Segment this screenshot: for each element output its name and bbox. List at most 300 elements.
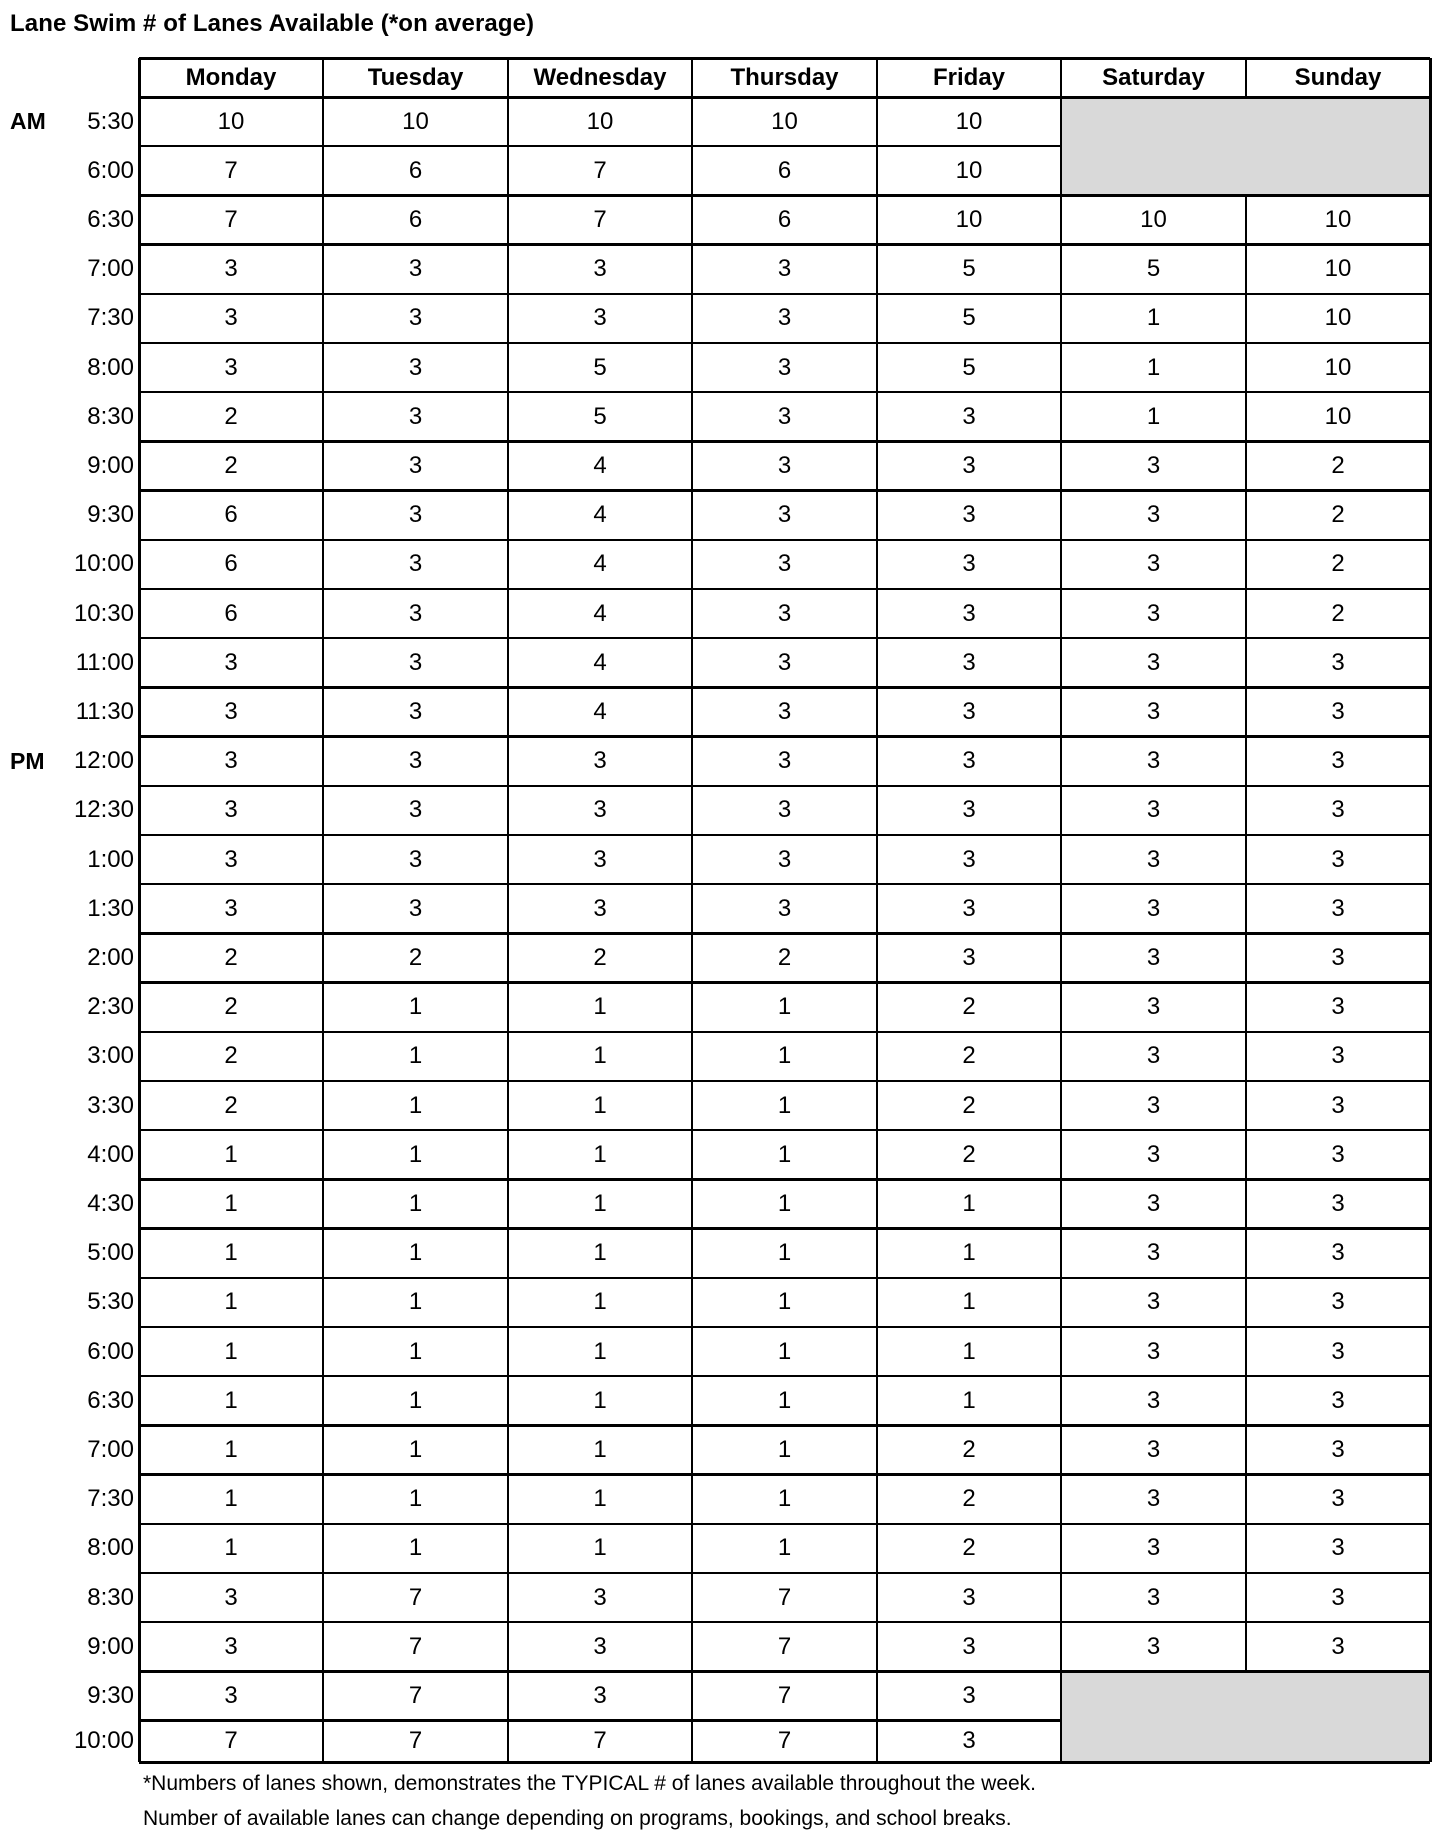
lane-count-cell: 3 (1331, 1534, 1345, 1562)
lane-count-cell: 3 (1331, 943, 1345, 971)
grid-line (139, 342, 1430, 345)
lane-count-cell: 3 (408, 697, 423, 725)
lane-count-cell: 10 (955, 156, 983, 184)
lane-count-cell: 6 (777, 205, 792, 233)
lane-count-cell: 3 (593, 845, 607, 873)
time-label: 5:00 (87, 1239, 134, 1267)
lane-count-cell: 5 (1146, 255, 1161, 283)
lane-count-cell: 3 (962, 599, 976, 627)
time-label: 10:30 (73, 599, 134, 627)
grid-line (1060, 58, 1063, 1762)
lane-count-cell: 7 (408, 1727, 423, 1755)
lane-count-cell: 7 (224, 156, 238, 184)
grid-line (322, 58, 325, 1762)
lane-count-cell: 3 (1331, 894, 1345, 922)
time-label: 1:00 (87, 845, 134, 873)
lane-count-cell: 3 (1331, 1189, 1345, 1217)
lane-count-cell: 3 (408, 451, 423, 479)
lane-count-cell: 1 (408, 1140, 423, 1168)
lane-count-cell: 1 (777, 1288, 792, 1316)
lane-count-cell: 3 (408, 747, 423, 775)
lane-count-cell: 3 (1331, 1239, 1345, 1267)
grid-line (1245, 58, 1248, 97)
lane-count-cell: 10 (1324, 402, 1352, 430)
lane-count-cell: 3 (777, 353, 792, 381)
lane-count-cell: 3 (593, 1583, 607, 1611)
lane-count-cell: 3 (777, 697, 792, 725)
time-label: 11:00 (75, 648, 134, 676)
lane-count-cell: 10 (1324, 304, 1352, 332)
lane-count-cell: 4 (593, 501, 607, 529)
lane-count-cell: 1 (777, 1337, 792, 1365)
lane-count-cell: 3 (1146, 501, 1161, 529)
period-label-am: AM (10, 108, 46, 135)
grid-line (1429, 58, 1432, 1762)
lane-count-cell: 3 (1331, 1386, 1345, 1414)
lane-count-cell: 4 (593, 550, 607, 578)
lane-count-cell: 3 (962, 845, 976, 873)
lane-count-cell: 1 (593, 1386, 607, 1414)
time-label: 1:30 (87, 894, 134, 922)
grid-line (139, 1719, 1061, 1722)
grid-line (139, 489, 1430, 492)
lane-count-cell: 3 (962, 648, 976, 676)
lane-count-cell: 3 (1146, 697, 1161, 725)
grid-line (139, 145, 1061, 148)
time-label: 12:30 (73, 796, 134, 824)
lane-count-cell: 6 (224, 599, 238, 627)
grid-line (691, 58, 694, 1762)
grid-line (139, 1129, 1430, 1132)
lane-count-cell: 3 (224, 1681, 238, 1709)
lane-count-cell: 1 (1146, 353, 1161, 381)
lane-count-cell: 2 (962, 1042, 976, 1070)
lane-count-cell: 7 (777, 1727, 792, 1755)
lane-count-cell: 7 (777, 1681, 792, 1709)
lane-count-cell: 1 (777, 1485, 792, 1513)
time-label: 9:00 (87, 451, 134, 479)
lane-count-cell: 2 (224, 402, 238, 430)
column-header-wednesday: Wednesday (533, 63, 667, 91)
column-header-tuesday: Tuesday (367, 63, 464, 91)
lane-count-cell: 3 (1331, 648, 1345, 676)
grid-line (507, 58, 510, 1762)
lane-count-cell: 7 (224, 1727, 238, 1755)
time-label: 7:30 (87, 304, 134, 332)
lane-count-cell: 3 (593, 304, 607, 332)
time-label: 7:00 (87, 1435, 134, 1463)
time-label: 9:30 (87, 501, 134, 529)
grid-line (139, 735, 1430, 738)
lane-count-cell: 5 (593, 402, 607, 430)
lane-count-cell: 1 (777, 1435, 792, 1463)
lane-count-cell: 3 (593, 255, 607, 283)
lane-count-cell: 3 (1146, 451, 1161, 479)
lane-count-cell: 3 (224, 255, 238, 283)
lane-count-cell: 3 (1146, 1042, 1161, 1070)
lane-count-cell: 1 (962, 1288, 976, 1316)
lane-count-cell: 3 (1146, 1386, 1161, 1414)
time-label: 3:00 (87, 1042, 134, 1070)
time-label: 4:30 (87, 1189, 134, 1217)
lane-count-cell: 10 (1324, 255, 1352, 283)
time-label: 11:30 (75, 697, 134, 725)
grid-line (139, 686, 1430, 689)
grid-line (138, 58, 141, 1762)
grid-line (139, 1523, 1430, 1526)
lane-count-cell: 3 (1331, 1091, 1345, 1119)
lane-count-cell: 3 (593, 747, 607, 775)
lane-count-cell: 3 (1146, 1534, 1161, 1562)
grid-line (139, 243, 1430, 246)
grid-line (139, 293, 1430, 296)
grid-line (139, 1473, 1430, 1476)
grid-line (139, 637, 1430, 640)
lane-count-cell: 1 (777, 1091, 792, 1119)
lane-count-cell: 3 (1146, 1485, 1161, 1513)
lane-count-cell: 1 (593, 1337, 607, 1365)
lane-count-cell: 3 (777, 796, 792, 824)
lane-count-cell: 2 (962, 993, 976, 1021)
column-header-friday: Friday (932, 63, 1006, 91)
lane-count-cell: 2 (224, 993, 238, 1021)
lane-count-cell: 7 (408, 1681, 423, 1709)
lane-count-cell: 10 (1324, 205, 1352, 233)
lane-count-cell: 1 (777, 1042, 792, 1070)
lane-count-cell: 3 (1331, 747, 1345, 775)
lane-count-cell: 7 (408, 1583, 423, 1611)
lane-count-cell: 3 (777, 550, 792, 578)
grid-line (139, 981, 1430, 984)
lane-count-cell: 1 (777, 993, 792, 1021)
lane-count-cell: 1 (962, 1239, 976, 1267)
lane-count-cell: 3 (1146, 993, 1161, 1021)
grid-line (139, 883, 1430, 886)
lane-count-cell: 7 (777, 1632, 792, 1660)
grid-line (139, 1178, 1430, 1181)
lane-count-cell: 6 (224, 501, 238, 529)
grid-line (139, 1277, 1430, 1280)
lane-count-cell: 3 (224, 353, 238, 381)
lane-count-cell: 2 (593, 943, 607, 971)
grid-line (139, 834, 1430, 837)
lane-count-cell: 3 (408, 304, 423, 332)
lane-count-cell: 10 (586, 107, 614, 135)
time-label: 2:00 (87, 943, 134, 971)
lane-count-cell: 3 (1146, 599, 1161, 627)
lane-count-cell: 3 (777, 648, 792, 676)
lane-count-cell: 6 (224, 550, 238, 578)
lane-count-cell: 2 (224, 451, 238, 479)
lane-count-cell: 3 (1146, 648, 1161, 676)
lane-count-cell: 3 (777, 402, 792, 430)
lane-count-cell: 7 (777, 1583, 792, 1611)
lane-count-cell: 5 (962, 353, 976, 381)
lane-count-cell: 1 (1146, 402, 1161, 430)
lane-count-cell: 3 (1146, 943, 1161, 971)
lane-count-cell: 3 (408, 550, 423, 578)
time-label: 7:30 (87, 1485, 134, 1513)
lane-count-cell: 1 (408, 1485, 423, 1513)
lane-count-cell: 1 (408, 1042, 423, 1070)
lane-count-cell: 2 (1331, 501, 1345, 529)
grid-line (1245, 195, 1248, 1671)
lane-count-cell: 4 (593, 648, 607, 676)
lane-count-cell: 1 (593, 1091, 607, 1119)
lane-count-cell: 1 (593, 1189, 607, 1217)
lane-count-cell: 1 (224, 1189, 238, 1217)
lane-count-cell: 3 (408, 796, 423, 824)
lane-count-cell: 1 (224, 1140, 238, 1168)
lane-count-cell: 3 (962, 697, 976, 725)
lane-count-cell: 4 (593, 451, 607, 479)
lane-count-cell: 3 (1331, 1337, 1345, 1365)
grid-line (139, 1670, 1430, 1673)
grid-line (139, 1080, 1430, 1083)
lane-count-cell: 3 (1146, 1239, 1161, 1267)
time-label: 9:00 (87, 1632, 134, 1660)
lane-count-cell: 10 (1324, 353, 1352, 381)
column-header-monday: Monday (185, 63, 277, 91)
time-label: 4:00 (87, 1140, 134, 1168)
column-header-sunday: Sunday (1294, 63, 1382, 91)
lane-count-cell: 3 (1146, 747, 1161, 775)
lane-count-cell: 1 (593, 1534, 607, 1562)
lane-count-cell: 3 (1331, 1583, 1345, 1611)
lane-count-cell: 1 (777, 1189, 792, 1217)
lane-count-cell: 1 (224, 1239, 238, 1267)
lane-count-cell: 3 (1146, 1140, 1161, 1168)
lane-count-cell: 3 (1146, 1435, 1161, 1463)
column-header-saturday: Saturday (1102, 63, 1205, 91)
grid-line (139, 1375, 1430, 1378)
lane-count-cell: 10 (402, 107, 429, 135)
lane-count-cell: 3 (593, 796, 607, 824)
lane-count-cell: 1 (593, 1485, 607, 1513)
lane-count-cell: 1 (777, 1534, 792, 1562)
lane-count-cell: 3 (777, 845, 792, 873)
lane-count-cell: 3 (962, 1632, 976, 1660)
lane-count-cell: 3 (224, 1632, 238, 1660)
lane-count-cell: 3 (224, 845, 238, 873)
lane-count-cell: 3 (962, 550, 976, 578)
lane-count-cell: 3 (1146, 1583, 1161, 1611)
lane-count-cell: 3 (224, 894, 238, 922)
lane-count-cell: 3 (1331, 796, 1345, 824)
lane-count-cell: 2 (224, 943, 238, 971)
lane-count-cell: 6 (408, 205, 423, 233)
lane-count-cell: 3 (1146, 796, 1161, 824)
time-label: 2:30 (87, 993, 134, 1021)
grid-line (139, 1572, 1430, 1575)
lane-count-cell: 3 (408, 501, 423, 529)
lane-count-cell: 2 (1331, 451, 1345, 479)
lane-count-cell: 10 (1140, 205, 1167, 233)
lane-count-cell: 3 (962, 796, 976, 824)
lane-count-cell: 3 (1331, 697, 1345, 725)
lane-count-cell: 1 (408, 1239, 423, 1267)
grid-line (139, 1424, 1430, 1427)
lane-count-cell: 10 (955, 107, 983, 135)
lane-count-cell: 7 (593, 156, 607, 184)
lane-count-cell: 3 (408, 894, 423, 922)
lane-count-cell: 3 (777, 451, 792, 479)
lane-count-cell: 5 (593, 353, 607, 381)
lane-count-cell: 1 (593, 1239, 607, 1267)
lane-count-cell: 2 (962, 1485, 976, 1513)
lane-count-cell: 1 (777, 1140, 792, 1168)
lane-count-cell: 3 (408, 402, 423, 430)
lane-count-cell: 1 (408, 1534, 423, 1562)
lane-count-cell: 2 (962, 1435, 976, 1463)
lane-count-cell: 3 (1146, 1189, 1161, 1217)
lane-count-cell: 1 (224, 1485, 238, 1513)
lane-count-cell: 1 (593, 1042, 607, 1070)
lane-count-cell: 2 (962, 1534, 976, 1562)
lane-count-cell: 3 (408, 599, 423, 627)
lane-count-cell: 1 (408, 1337, 423, 1365)
lane-count-cell: 2 (962, 1091, 976, 1119)
lane-count-cell: 2 (224, 1091, 238, 1119)
lane-count-cell: 2 (1331, 599, 1345, 627)
time-label: 3:30 (87, 1091, 134, 1119)
lane-count-cell: 3 (777, 747, 792, 775)
lane-count-cell: 2 (777, 943, 792, 971)
lane-count-cell: 1 (1146, 304, 1161, 332)
lane-count-cell: 3 (1146, 894, 1161, 922)
lane-count-cell: 3 (224, 697, 238, 725)
lane-count-cell: 3 (224, 796, 238, 824)
lane-count-cell: 3 (1146, 1288, 1161, 1316)
lane-count-cell: 1 (777, 1386, 792, 1414)
lane-count-cell: 3 (224, 648, 238, 676)
lane-count-cell: 3 (224, 1583, 238, 1611)
lane-count-cell: 3 (408, 648, 423, 676)
lane-count-cell: 1 (224, 1288, 238, 1316)
lane-count-cell: 10 (955, 205, 983, 233)
lane-count-cell: 5 (962, 304, 976, 332)
time-label: 6:00 (87, 1337, 134, 1365)
lane-count-cell: 3 (408, 353, 423, 381)
time-label: 8:00 (87, 353, 134, 381)
lane-count-cell: 3 (1146, 1632, 1161, 1660)
lane-count-cell: 3 (593, 894, 607, 922)
lane-count-cell: 2 (224, 1042, 238, 1070)
grid-line (139, 588, 1430, 591)
lane-count-cell: 1 (408, 1288, 423, 1316)
lane-count-cell: 1 (408, 993, 423, 1021)
lane-count-cell: 3 (962, 943, 976, 971)
time-label: 8:00 (87, 1534, 134, 1562)
lane-count-cell: 3 (777, 255, 792, 283)
lane-count-cell: 3 (1331, 845, 1345, 873)
lane-count-cell: 2 (408, 943, 423, 971)
lane-count-cell: 3 (593, 1681, 607, 1709)
lane-count-cell: 3 (408, 255, 423, 283)
period-label-pm: PM (10, 747, 45, 774)
lane-count-cell: 3 (962, 747, 976, 775)
lane-count-cell: 3 (1146, 1337, 1161, 1365)
lane-count-cell: 1 (224, 1435, 238, 1463)
lane-count-cell: 6 (408, 156, 423, 184)
lane-count-cell: 1 (224, 1534, 238, 1562)
time-label: 10:00 (73, 1727, 134, 1755)
time-label: 5:30 (87, 1288, 134, 1316)
grid-line (139, 96, 1430, 99)
lane-count-cell: 3 (777, 599, 792, 627)
lane-count-cell: 3 (1331, 1485, 1345, 1513)
lane-count-cell: 2 (1331, 550, 1345, 578)
grid-line (139, 1227, 1430, 1230)
time-label: 6:00 (87, 156, 134, 184)
grid-line (139, 1621, 1430, 1624)
time-label: 6:30 (87, 205, 134, 233)
lane-count-cell: 4 (593, 599, 607, 627)
lane-count-cell: 3 (1331, 1632, 1345, 1660)
lane-count-cell: 3 (962, 451, 976, 479)
lane-count-cell: 3 (1331, 1140, 1345, 1168)
grid-line (139, 194, 1430, 197)
lane-count-cell: 3 (962, 1727, 976, 1755)
time-label: 8:30 (87, 402, 134, 430)
lane-count-cell: 1 (962, 1386, 976, 1414)
lane-count-cell: 2 (962, 1140, 976, 1168)
lane-count-cell: 3 (962, 402, 976, 430)
lane-count-cell: 3 (962, 501, 976, 529)
time-label: 8:30 (87, 1583, 134, 1611)
grid-line (876, 58, 879, 1762)
lane-count-cell: 4 (593, 697, 607, 725)
time-label: 7:00 (87, 255, 134, 283)
time-label: 6:30 (87, 1386, 134, 1414)
lane-count-cell: 1 (777, 1239, 792, 1267)
lane-count-cell: 3 (408, 845, 423, 873)
page-title: Lane Swim # of Lanes Available (*on average) (10, 10, 535, 37)
lane-count-cell: 1 (593, 1435, 607, 1463)
lane-count-cell: 10 (771, 107, 798, 135)
lane-count-cell: 1 (593, 1288, 607, 1316)
lane-count-cell: 3 (1146, 550, 1161, 578)
lane-count-cell: 1 (408, 1189, 423, 1217)
lane-count-cell: 1 (408, 1386, 423, 1414)
time-label: 5:30 (87, 107, 134, 135)
closed-block-evening (1061, 1671, 1430, 1762)
lane-count-cell: 5 (962, 255, 976, 283)
lane-count-cell: 7 (224, 205, 238, 233)
time-label: 12:00 (73, 747, 134, 775)
lane-count-cell: 1 (962, 1189, 976, 1217)
grid-line (139, 932, 1430, 935)
column-header-thursday: Thursday (730, 63, 839, 91)
grid-line (139, 391, 1430, 394)
lane-count-cell: 6 (777, 156, 792, 184)
time-label: 9:30 (87, 1681, 134, 1709)
grid-line (139, 1761, 1430, 1764)
lane-count-cell: 1 (408, 1091, 423, 1119)
lane-count-cell: 3 (224, 304, 238, 332)
lane-count-cell: 3 (1331, 1042, 1345, 1070)
lane-count-cell: 3 (1331, 993, 1345, 1021)
grid-line (139, 440, 1430, 443)
lane-count-cell: 3 (1146, 1091, 1161, 1119)
lane-count-cell: 3 (224, 747, 238, 775)
lane-count-cell: 3 (962, 1583, 976, 1611)
grid-line (139, 1326, 1430, 1329)
lane-count-cell: 1 (593, 1140, 607, 1168)
lane-count-cell: 1 (962, 1337, 976, 1365)
lane-count-cell: 1 (408, 1435, 423, 1463)
lane-count-cell: 10 (217, 107, 245, 135)
